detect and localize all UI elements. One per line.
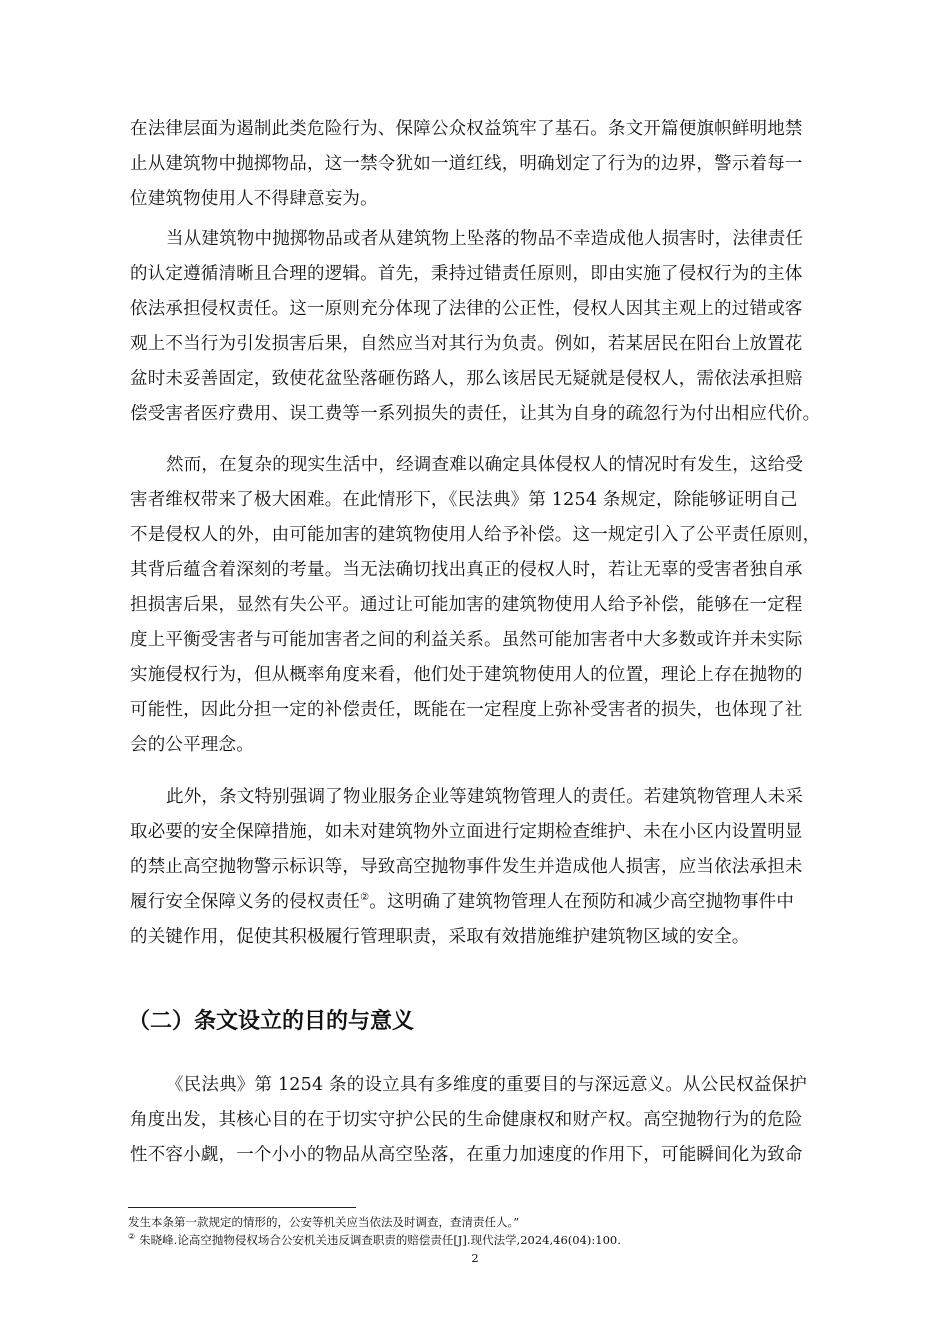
body-text-line: 实施侵权行为，但从概率角度来看，他们处于建筑物使用人的位置，理论上存在抛物的 (130, 665, 803, 685)
body-text-segment: 履行安全保障义务的侵权责任 (130, 892, 361, 912)
footnote-2 (128, 1232, 621, 1248)
footnote-mark: ② (128, 1232, 136, 1242)
body-text-line: 角度出发，其核心目的在于切实守护公民的生命健康权和财产权。高空抛物行为的危险 (130, 1110, 803, 1130)
body-text-line: 当从建筑物中抛掷物品或者从建筑物上坠落的物品不幸造成他人损害时，法律责任 (166, 229, 804, 249)
footnote-continued: 发生本条第一款规定的情形的，公安等机关应当依法及时调查，查清责任人。” (128, 1215, 520, 1229)
body-text-line: 然而，在复杂的现实生活中，经调查难以确定具体侵权人的情况时有发生，这给受 (166, 455, 804, 475)
body-text-line: 依法承担侵权责任。这一原则充分体现了法律的公正性，侵权人因其主观上的过错或客 (130, 299, 803, 319)
body-text-line: 其背后蕴含着深刻的考量。当无法确切找出真正的侵权人时，若让无辜的受害者独自承 (130, 560, 803, 580)
body-text-line: 止从建筑物中抛掷物品，这一禁令犹如一道红线，明确划定了行为的边界，警示着每一 (130, 154, 803, 174)
body-text-line: 偿受害者医疗费用、误工费等一系列损失的责任，让其为自身的疏忽行为付出相应代价。 (130, 404, 821, 424)
body-text-line: 取必要的安全保障措施，如未对建筑物外立面进行定期检查维护、未在小区内设置明显 (130, 822, 803, 842)
body-text-line: 会的公平理念。 (130, 735, 254, 755)
body-text-line: 此外，条文特别强调了物业服务企业等建筑物管理人的责任。若建筑物管理人未采 (166, 787, 804, 807)
body-text-line (130, 890, 830, 914)
body-text-line: 《民法典》第 1254 条的设立具有多维度的重要目的与深远意义。从公民权益保护 (166, 1075, 807, 1095)
body-text-line: 度上平衡受害者与可能加害者之间的利益关系。虽然可能加害者中大多数或许并未实际 (130, 630, 803, 650)
body-text-segment: 。这明确了建筑物管理人在预防和减少高空抛物事件中 (369, 892, 795, 912)
footnote-reference[interactable]: ② (360, 892, 370, 904)
body-text-line: 担损害后果，显然有失公平。通过让可能加害的建筑物使用人给予补偿，能够在一定程 (130, 595, 803, 615)
page-number: 2 (471, 1251, 479, 1265)
section-heading: （二）条文设立的目的与意义 (128, 1009, 415, 1034)
body-text-line: 的认定遵循清晰且合理的逻辑。首先，秉持过错责任原则，即由实施了侵权行为的主体 (130, 264, 803, 284)
body-text-line: 的关键作用，促使其积极履行管理职责，采取有效措施维护建筑物区域的安全。 (130, 927, 750, 947)
body-text-line: 性不容小觑，一个小小的物品从高空坠落，在重力加速度的作用下，可能瞬间化为致命 (130, 1145, 803, 1165)
body-text-line: 不是侵权人的外，由可能加害的建筑物使用人给予补偿。这一规定引入了公平责任原则， (130, 525, 821, 545)
body-text-line: 盆时未妥善固定，致使花盆坠落砸伤路人，那么该居民无疑就是侵权人，需依法承担赔 (130, 369, 803, 389)
body-text-line: 位建筑物使用人不得肆意妄为。 (130, 189, 378, 209)
body-text-line: 的禁止高空抛物警示标识等，导致高空抛物事件发生并造成他人损害，应当依法承担未 (130, 857, 803, 877)
body-text-line: 在法律层面为遏制此类危险行为、保障公众权益筑牢了基石。条文开篇便旗帜鲜明地禁 (130, 119, 803, 139)
body-text-line: 害者维权带来了极大困难。在此情形下，《民法典》第 1254 条规定，除能够证明自己 (130, 490, 798, 510)
body-text-line: 可能性，因此分担一定的补偿责任，既能在一定程度上弥补受害者的损失，也体现了社 (130, 700, 803, 720)
footnote-separator (128, 1207, 356, 1208)
footnote-text: 朱晓峰.论高空抛物侵权场合公安机关违反调查职责的赔偿责任[J].现代法学,2024,46(04):100. (139, 1233, 621, 1247)
body-text-line: 观上不当行为引发损害后果，自然应当对其行为负责。例如，若某居民在阳台上放置花 (130, 334, 803, 354)
